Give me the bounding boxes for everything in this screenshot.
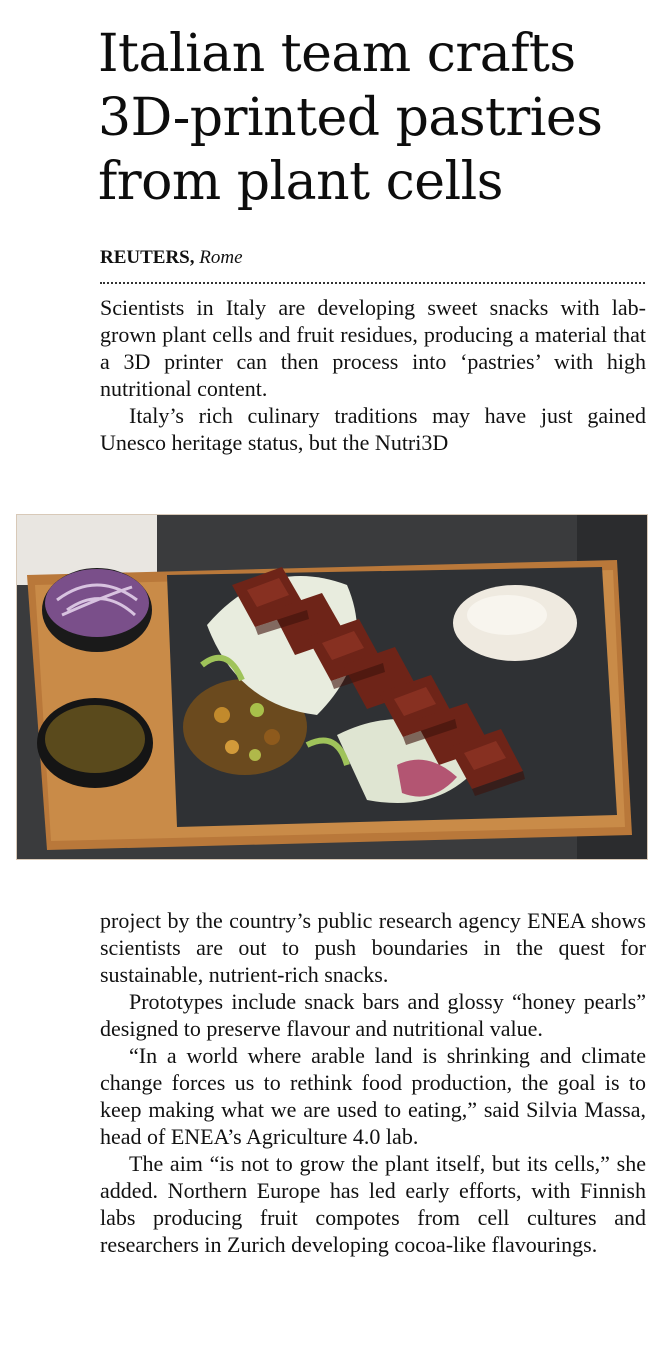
body-paragraph: Prototypes include snack bars and glossy “honey pearls” designed to preserve flavour and nutritional value. xyxy=(100,989,646,1041)
body-paragraph: Scientists in Italy are developing sweet snacks with lab-grown plant cells and fruit residues, producing a material that a 3D printer can then process into ‘pastries’ with high nutritional content. xyxy=(100,295,646,401)
body-paragraph: “In a world where arable land is shrinking and climate change forces us to rethink food production, the goal is to keep making what we are used to eating,” said Silvia Massa, head of ENEA’s Agriculture 4.0 lab. xyxy=(100,1043,646,1149)
byline-agency: REUTERS, xyxy=(100,247,195,268)
headline-line-1: Italian team crafts xyxy=(98,24,576,84)
food-photo-illustration xyxy=(17,515,647,859)
body-text-top xyxy=(100,294,646,456)
byline-divider xyxy=(100,282,645,284)
headline-line-2: 3D-printed pastries xyxy=(98,88,603,148)
headline-line-3: from plant cells xyxy=(98,152,503,212)
body-paragraph: project by the country’s public research agency ENEA shows scientists are out to push boundaries in the quest for sustainable, nutrient-rich snacks. xyxy=(100,908,646,987)
body-paragraph: Italy’s rich culinary traditions may have just gained Unesco heritage status, but the Nutri3D xyxy=(100,403,646,455)
food-photo xyxy=(16,514,648,860)
body-text-bottom xyxy=(100,907,646,1258)
byline-place: Rome xyxy=(199,247,243,268)
headline xyxy=(98,22,653,214)
body-paragraph: The aim “is not to grow the plant itself, but its cells,” she added. Northern Europe has led early efforts, with Finnish labs producing fruit compotes from cell cultures and researchers in Zurich developing cocoa-like flavourings. xyxy=(100,1151,646,1257)
byline xyxy=(100,246,243,270)
